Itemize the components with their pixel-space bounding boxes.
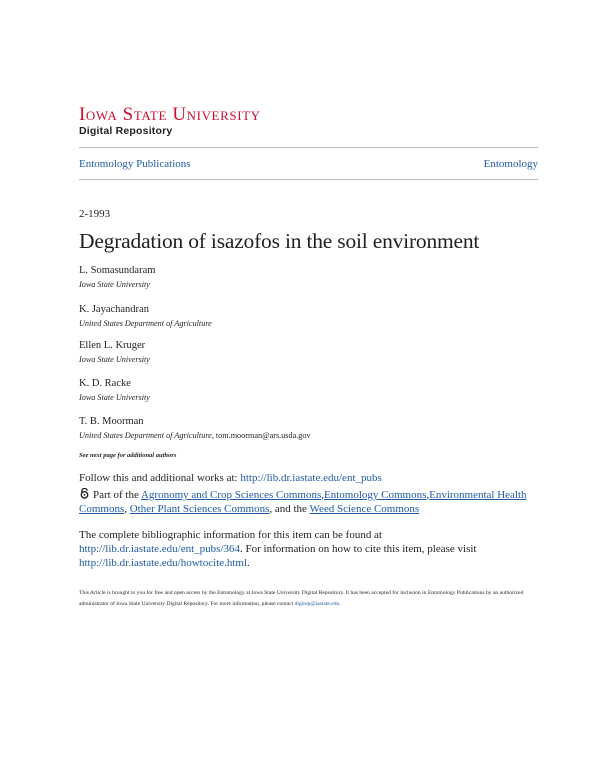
publication-date: 2-1993	[79, 208, 111, 220]
author-name: K. Jayachandran	[79, 304, 149, 315]
and-connector: , and the	[269, 503, 310, 515]
collection-url-link[interactable]: http://lib.dr.iastate.edu/ent_pubs	[240, 472, 382, 484]
footer-notice	[79, 588, 537, 609]
see-next-page-note: See next page for additional authors	[79, 452, 177, 459]
commons-link[interactable]: Entomology Commons	[323, 489, 427, 501]
author-affiliation: United States Department of Agriculture	[79, 431, 212, 440]
contact-email-link[interactable]: digirep@iastate.edu	[294, 600, 340, 607]
author-affiliation: Iowa State University	[79, 393, 150, 402]
author-name: T. B. Moorman	[79, 416, 144, 427]
commons-link[interactable]: Agronomy and Crop Sciences Commons	[140, 489, 322, 501]
footer-end: .	[339, 600, 341, 607]
author-affiliation-line	[79, 431, 311, 440]
author-name: Ellen L. Kruger	[79, 340, 146, 351]
nav-divider	[79, 179, 538, 180]
footer-text: This Article is brought to you for free and open access by the Entomology at Iowa State University Digital Repository. It has been accepted for inclusion in Entomology Publications by an authorized administrator of Iowa State University Digital Repository. For more information, please contact	[79, 590, 524, 607]
author-name: K. D. Racke	[79, 378, 131, 389]
howtocite-link[interactable]: http://lib.dr.iastate.edu/howtocite.html	[79, 557, 248, 569]
logo-university-name: Iowa State University	[79, 104, 261, 125]
follow-line	[79, 472, 382, 484]
top-divider	[79, 147, 538, 148]
author-affiliation: United States Department of Agriculture	[79, 319, 212, 328]
biblio-text: . For information on how to cite this item, please visit	[240, 543, 477, 555]
collection-link[interactable]: Entomology Publications	[79, 158, 191, 170]
commons-link[interactable]: Environmental Health Commons	[79, 489, 527, 515]
author-affiliation: Iowa State University	[79, 355, 150, 364]
commons-link[interactable]: Weed Science Commons	[309, 503, 420, 515]
author-email: , tom.moorman@ars.usda.gov	[211, 431, 311, 440]
biblio-text: The complete bibliographic information for this item can be found at	[79, 529, 383, 541]
department-link[interactable]: Entomology	[483, 158, 538, 170]
item-url-link[interactable]: http://lib.dr.iastate.edu/ent_pubs/364	[79, 543, 241, 555]
author-affiliation: Iowa State University	[79, 280, 150, 289]
part-of-commons: Part of the Agronomy and Crop Sciences Commons,Entomology Commons,Environmental Health Commons, Other Plant Sciences Commons, and the Weed Science Commons	[79, 489, 527, 515]
open-access-icon	[79, 488, 90, 499]
logo-repository-name: Digital Repository	[79, 125, 173, 137]
part-of-label: Part of the	[93, 489, 141, 501]
author-name: L. Somasundaram	[79, 265, 156, 276]
bibliographic-info	[79, 528, 519, 570]
commons-link[interactable]: Other Plant Sciences Commons	[129, 503, 270, 515]
follow-label: Follow this and additional works at:	[79, 472, 241, 484]
isu-logo	[79, 105, 261, 137]
biblio-end: .	[247, 557, 250, 569]
article-title: Degradation of isazofos in the soil environment	[79, 229, 480, 253]
